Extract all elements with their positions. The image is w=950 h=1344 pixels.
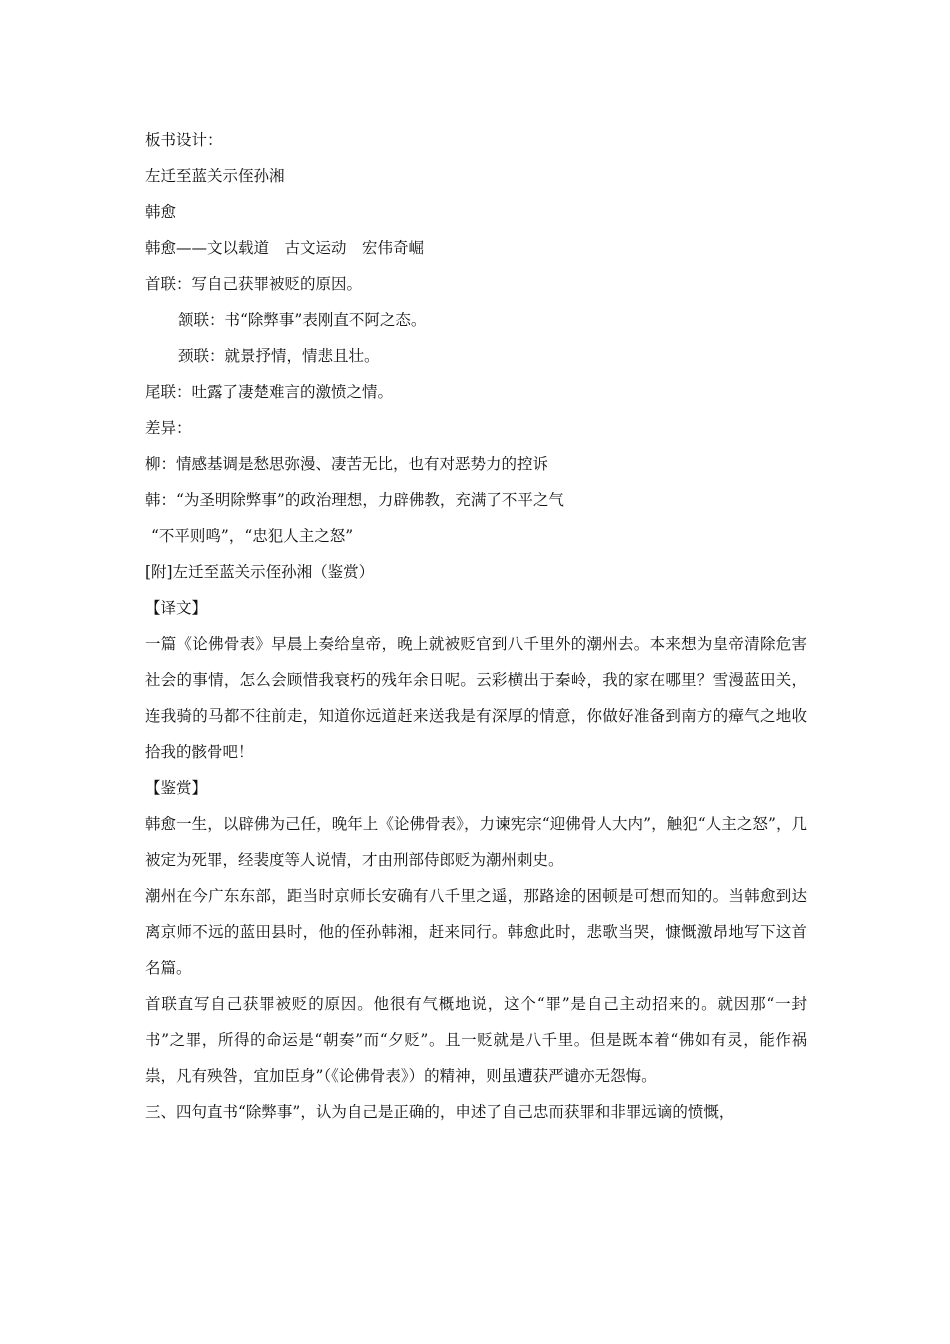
translation-heading: 【译文】 [145,599,208,617]
document-body [145,122,807,1130]
appreciation-paragraph-4: 三、四句直书“除弊事”，认为自己是正确的，申述了自己忠而获罪和非罪远谪的愤慨， [145,1103,735,1121]
appreciation-paragraph-2: 潮州在今广东东部，距当时京师长安确有八千里之遥，那路途的困顿是可想而知的。当韩愈到达离京师不远的蓝田县时，他的侄孙韩湘，赶来同行。韩愈此时，悲歌当哭，慷慨激昂地写下这首名篇。 [145,887,807,977]
difference-heading: 差异： [145,419,192,437]
translation-paragraph: 一篇《论佛骨表》早晨上奏给皇帝，晚上就被贬官到八千里外的潮州去。本来想为皇帝清除危害社会的事情，怎么会顾惜我衰朽的残年余日呢。云彩横出于秦岭，我的家在哪里？雪漫蓝田关，连我骑的马都不往前走，知道你远道赶来送我是有深厚的情意，你做好准备到南方的瘴气之地收拾我的骸骨吧！ [145,635,807,761]
key-quotes: “不平则鸣”，“忠犯人主之怒” [151,527,354,545]
poem-author: 韩愈 [145,203,177,221]
hanlian-line: 颔联：书“除弊事”表刚直不阿之态。 [178,311,427,329]
poem-title: 左迁至蓝关示侄孙湘 [145,167,285,185]
appreciation-paragraph-3: 首联直写自己获罪被贬的原因。他很有气概地说，这个“罪”是自己主动招来的。就因那“一封书”之罪，所得的命运是“朝奏”而“夕贬”。且一贬就是八千里。但是既本着“佛如有灵，能作祸祟，凡有殃咎，宜加臣身”（《论佛骨表》）的精神，则虽遭获严谴亦无怨悔。 [145,995,807,1085]
appendix-title: [附]左迁至蓝关示侄孙湘（鉴赏） [145,563,375,581]
weilian-line: 尾联：吐露了凄楚难言的激愤之情。 [145,383,394,401]
author-summary: 韩愈——文以载道 古文运动 宏伟奇崛 [145,239,425,257]
board-design-heading: 板书设计： [145,131,223,149]
shoulian-line: 首联：写自己获罪被贬的原因。 [145,275,363,293]
liu-comparison: 柳：情感基调是愁思弥漫、凄苦无比，也有对恶势力的控诉 [145,455,549,473]
appreciation-heading: 【鉴赏】 [145,779,208,797]
jinglian-line: 颈联：就景抒情，情悲且壮。 [178,347,380,365]
appreciation-paragraph-1: 韩愈一生，以辟佛为己任，晚年上《论佛骨表》，力谏宪宗“迎佛骨人大内”，触犯“人主之怒”，几被定为死罪，经裴度等人说情，才由刑部侍郎贬为潮州刺史。 [145,815,807,869]
han-comparison: 韩：“为圣明除弊事”的政治理想，力辟佛教，充满了不平之气 [145,491,564,509]
